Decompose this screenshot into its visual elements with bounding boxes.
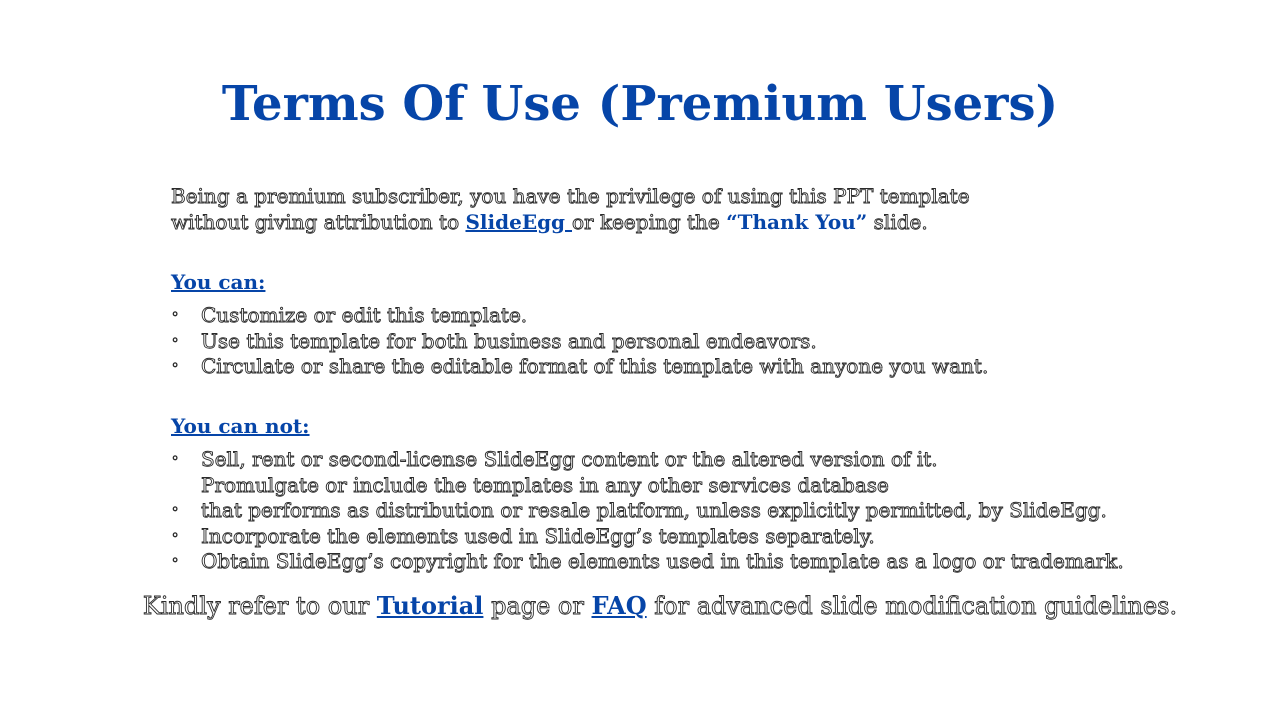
you-can-not-heading: You can not: <box>171 414 310 438</box>
list-item <box>171 549 1171 575</box>
slideegg-link[interactable]: SlideEgg <box>465 210 573 234</box>
list-item-text: Incorporate the elements used in SlideEgg’s templates separately. <box>201 523 875 548</box>
list-item-text: that performs as distribution or resale platform, unless explicitly permitted, by SlideEgg. <box>201 498 1107 522</box>
list-item-text: Customize or edit this template. <box>201 303 528 327</box>
list-item <box>171 303 1171 329</box>
bullet-icon: ◦ <box>171 358 180 374</box>
thank-you-text: “Thank You” <box>726 210 868 234</box>
footer-middle: page or <box>483 592 592 620</box>
footer-prefix: Kindly refer to our <box>142 592 377 620</box>
bullet-icon: ◦ <box>171 527 180 544</box>
list-item <box>171 524 1171 550</box>
list-item <box>171 498 1171 524</box>
list-item <box>171 329 1171 355</box>
list-item-text: Promulgate or include the templates in any other services database <box>201 472 889 497</box>
page-title: Terms Of Use (Premium Users) <box>221 76 1059 132</box>
bullet-icon: ◦ <box>171 502 180 518</box>
list-item <box>171 354 1171 380</box>
list-item-text: Use this template for both business and personal endeavors. <box>201 328 817 353</box>
faq-link[interactable]: FAQ <box>591 591 647 620</box>
bullet-icon: ◦ <box>171 451 180 467</box>
footer-note <box>0 590 1280 622</box>
intro-suffix-text: slide. <box>867 210 928 234</box>
you-can-not-list <box>171 447 1171 575</box>
intro-middle-text: or keeping the <box>572 210 727 234</box>
bullet-icon: ◦ <box>171 553 180 569</box>
bullet-icon: ◦ <box>171 332 180 349</box>
bullet-icon: ◦ <box>171 307 180 323</box>
intro-line-1: Being a premium subscriber, you have the privilege of using this PPT template <box>171 184 970 208</box>
tutorial-link[interactable]: Tutorial <box>376 591 484 620</box>
intro-line-2-prefix: without giving attribution to <box>171 210 466 234</box>
list-item-text: Sell, rent or second-license SlideEgg content or the altered version of it. <box>201 447 938 471</box>
intro-paragraph <box>171 183 1171 235</box>
you-can-heading: You can: <box>171 270 266 294</box>
you-can-list <box>171 303 1171 380</box>
footer-suffix: for advanced slide modification guidelines. <box>646 592 1178 620</box>
list-item-continuation <box>171 473 1171 499</box>
list-item <box>171 447 1171 473</box>
list-item-text: Circulate or share the editable format of this template with anyone you want. <box>201 354 989 378</box>
list-item-text: Obtain SlideEgg’s copyright for the elements used in this template as a logo or trademark. <box>201 549 1124 573</box>
